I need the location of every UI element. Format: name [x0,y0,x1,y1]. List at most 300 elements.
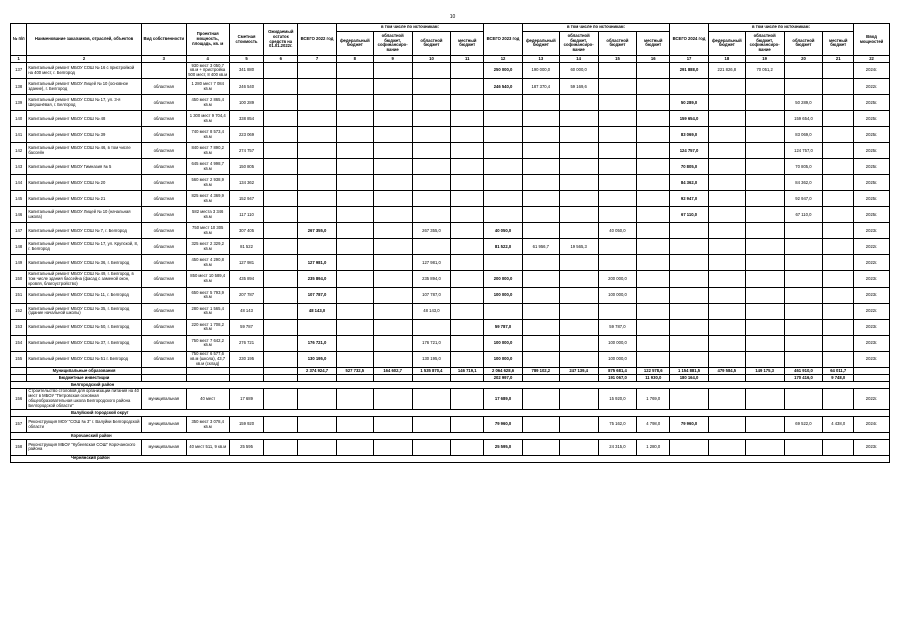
table-cell [373,175,412,191]
table-cell [336,319,373,335]
table-cell: областная [141,223,186,239]
table-cell: 825 мест 4 369,9 кв.м [186,191,229,207]
column-number: 21 [823,56,854,63]
table-cell: 159 654,0 [670,111,709,127]
header-name: Наименование заказчиков, отраслей, объектов [27,24,141,56]
table-cell: 140 [11,111,27,127]
table-cell [745,439,784,455]
table-cell [823,143,854,159]
table-cell: 479 584,5 [708,368,745,375]
table-cell [336,159,373,175]
table-cell: 2023г. [854,335,890,351]
table-cell [708,271,745,287]
table-cell: 176 721,0 [412,335,451,351]
table-cell [451,255,484,271]
table-cell: областная [141,303,186,319]
table-cell [373,287,412,303]
table-cell: 2025г. [854,127,890,143]
table-cell [336,271,373,287]
table-cell [522,335,559,351]
header-cofinance: областной бюджет, софинансиро-вание [559,31,598,55]
table-cell [522,439,559,455]
table-cell: 1 535 870,4 [412,368,451,375]
table-cell [745,388,784,409]
header-sources-2022: в том числе по источникам: [336,24,483,32]
table-cell: 176 721,0 [298,335,337,351]
table-cell: Капитальный ремонт МБОУ Лицей № 10 (начальная школа) [27,207,141,223]
table-cell [141,63,186,79]
header-cofinance: областной бюджет, софинансиро-вание [373,31,412,55]
table-cell [823,439,854,455]
table-cell [823,95,854,111]
table-cell [637,207,670,223]
table-cell [823,351,854,367]
table-cell: 280 мест 1 565,4 кв.м [186,303,229,319]
table-cell: Строительство столовой для организации питания на 40 мест в МБОУ "Петровская основная общеобразовательная школа Белгородского района Белгородской области" [27,388,141,409]
table-cell [784,388,823,409]
header-local: местный бюджет [823,31,854,55]
table-cell [451,79,484,95]
table-cell: 159 654,0 [784,111,823,127]
table-cell [264,95,298,111]
header-cost: Сметная стоимость [229,24,264,56]
table-cell [784,223,823,239]
table-cell [637,335,670,351]
table-cell: 159 920 [229,417,264,433]
table-cell [336,223,373,239]
table-cell: 146 [11,207,27,223]
table-cell [298,319,337,335]
table-cell: областная [141,271,186,287]
table-cell [484,111,523,127]
table-cell [823,127,854,143]
table-cell [186,375,229,382]
table-cell: 650 мест 5 793,9 кв.м [186,287,229,303]
table-cell [484,143,523,159]
table-cell [745,175,784,191]
table-cell [745,223,784,239]
table-cell: 200 000,0 [484,271,523,287]
table-cell: 67 110,0 [670,207,709,223]
table-cell [670,255,709,271]
table-cell [637,79,670,95]
table-cell [598,239,637,255]
table-cell: 152 947 [229,191,264,207]
table-cell [373,335,412,351]
table-cell: 740 мест 8 573,4 кв.м [186,127,229,143]
table-cell [784,79,823,95]
table-cell: 291 888,0 [670,63,709,79]
table-cell [745,271,784,287]
column-number: 2 [27,56,141,63]
table-cell: 145 [11,191,27,207]
table-cell [264,207,298,223]
header-federal: федеральный бюджет [336,31,373,55]
table-cell: 2 064 628,6 [484,368,523,375]
table-cell [708,351,745,367]
table-cell [298,207,337,223]
table-cell [412,79,451,95]
table-cell: 144 [11,175,27,191]
table-cell [784,239,823,255]
table-cell: областная [141,95,186,111]
table-cell: 307 405 [229,223,264,239]
table-cell: 750 мест 6 577,6 кв.м (школа), 43,7 кв.м (склад) [186,351,229,367]
table-cell: 2 374 924,7 [298,368,337,375]
table-row [11,127,890,143]
table-row [11,255,890,271]
table-cell: областная [141,255,186,271]
table-cell: 146 719,1 [451,368,484,375]
table-cell: 59 787 [229,319,264,335]
table-cell: 70 805,0 [670,159,709,175]
table-cell [708,159,745,175]
table-cell [264,351,298,367]
table-cell [670,79,709,95]
table-cell: 127 981 [229,255,264,271]
table-cell: 2025г. [854,175,890,191]
table-cell [784,255,823,271]
table-cell [784,303,823,319]
column-number: 11 [451,56,484,63]
table-cell [637,63,670,79]
table-cell: 1 769,0 [637,388,670,409]
table-cell [336,417,373,433]
header-local: местный бюджет [451,31,484,55]
table-cell [559,287,598,303]
table-cell [412,143,451,159]
table-cell: 48 143,0 [298,303,337,319]
table-row [11,191,890,207]
table-cell [373,63,412,79]
region-header-row [11,382,890,389]
table-cell [823,159,854,175]
column-number: 1 [11,56,27,63]
table-cell [298,175,337,191]
table-cell [264,271,298,287]
table-cell [637,111,670,127]
table-cell [451,439,484,455]
table-cell: 2023г. [854,319,890,335]
table-cell [298,388,337,409]
table-cell: 461 910,0 [784,368,823,375]
header-total-2022: ВСЕГО 2022 год [298,24,337,56]
table-cell: 70 051,2 [745,63,784,79]
table-cell [559,439,598,455]
table-cell [559,255,598,271]
region-name: Чернянский район [11,455,890,462]
table-cell: 180 164,0 [670,375,709,382]
table-cell: 75 162,0 [598,417,637,433]
table-cell: 100 000,0 [598,351,637,367]
table-cell: Капитальный ремонт МБОУ СОШ № 48 [27,111,141,127]
table-cell [823,79,854,95]
table-cell [637,287,670,303]
table-cell: 61 956,7 [522,239,559,255]
table-cell [336,191,373,207]
table-cell: 67 110,0 [784,207,823,223]
table-cell [336,175,373,191]
investment-table [10,23,890,463]
table-cell [373,127,412,143]
table-row [11,79,890,95]
table-cell [336,255,373,271]
table-cell: 107 787,0 [298,287,337,303]
table-cell [336,287,373,303]
header-federal: федеральный бюджет [522,31,559,55]
table-cell: 276 721 [229,335,264,351]
table-cell [264,111,298,127]
table-cell: Капитальный ремонт МБОУ СОШ № 21 [27,191,141,207]
table-cell [298,191,337,207]
table-cell [451,207,484,223]
table-cell: 50 289,0 [670,95,709,111]
column-numbers-row [11,56,890,63]
table-cell: Капитальный ремонт МБОУ СОШ № 49, г. Белгород, в том числе здания бассейна (фасад с заменой окон, кровля, благоустройство) [27,271,141,287]
table-cell: 2023г. [854,351,890,367]
table-cell [708,79,745,95]
table-cell: Капитальный ремонт МБОУ СОШ № 46, в том числе бассейн [27,143,141,159]
table-cell [336,79,373,95]
table-cell [670,388,709,409]
table-cell: 2024г. [854,63,890,79]
column-number: 17 [670,56,709,63]
table-cell [264,159,298,175]
table-cell [637,191,670,207]
table-cell [451,303,484,319]
table-cell: 274 757 [229,143,264,159]
table-cell [229,375,264,382]
summary-row [11,368,890,375]
table-cell [522,191,559,207]
table-cell [670,335,709,351]
table-cell [823,239,854,255]
table-cell [784,335,823,351]
table-row [11,159,890,175]
table-cell [745,95,784,111]
table-cell [823,175,854,191]
region-name: Белгородский район [11,382,890,389]
column-number: 7 [298,56,337,63]
table-cell [336,127,373,143]
table-cell [637,143,670,159]
table-cell [141,368,186,375]
summary-row [11,375,890,382]
table-cell: 25 595 [229,439,264,455]
table-cell: 2025г. [854,111,890,127]
table-cell [745,335,784,351]
table-cell: 100 000,0 [598,287,637,303]
table-cell: 15 920,0 [598,388,637,409]
table-cell [336,439,373,455]
table-cell [522,111,559,127]
table-cell [484,191,523,207]
table-cell: 207 787 [229,287,264,303]
table-cell: 84 362,0 [670,175,709,191]
table-cell [745,143,784,159]
table-cell: 48 143,0 [412,303,451,319]
table-cell: 50 289,0 [784,95,823,111]
column-number: 14 [559,56,598,63]
header-cofinance: областной бюджет, софинансиро-вание [745,31,784,55]
table-cell: 127 981,0 [298,255,337,271]
table-cell [412,319,451,335]
table-cell: Реконструкция МОУ "СОШ № 3" г. Валуйки Белгородской области [27,417,141,433]
table-cell: муниципальная [141,417,186,433]
table-cell [373,388,412,409]
table-cell: 148 [11,239,27,255]
table-cell [373,375,412,382]
table-cell [598,63,637,79]
table-cell [745,351,784,367]
table-cell: 17 689,0 [484,388,523,409]
table-cell [745,375,784,382]
table-cell [670,223,709,239]
column-number: 5 [229,56,264,63]
table-cell [745,319,784,335]
table-cell [298,127,337,143]
table-cell: 2022г. [854,79,890,95]
table-cell: 141 [11,127,27,143]
table-cell: Капитальный ремонт МБОУ СОШ № 37, г. Белгород [27,335,141,351]
table-cell [559,159,598,175]
table-cell [670,271,709,287]
table-cell: 2025г. [854,159,890,175]
table-cell: 100 000,0 [598,335,637,351]
table-cell [598,127,637,143]
table-cell [708,388,745,409]
table-cell: 200 000,0 [598,271,637,287]
table-cell [708,127,745,143]
table-cell: 137 [11,63,27,79]
table-cell: 2022г. [854,388,890,409]
table-cell: 582 места 3 346 кв.м [186,207,229,223]
table-cell [598,175,637,191]
table-cell: областная [141,335,186,351]
table-cell: 2025г. [854,95,890,111]
table-cell: 187 370,4 [522,79,559,95]
table-cell [336,111,373,127]
table-cell: 64 011,7 [823,368,854,375]
table-cell [823,223,854,239]
table-row [11,319,890,335]
table-cell [336,388,373,409]
table-cell: областная [141,207,186,223]
table-cell [264,175,298,191]
table-cell: муниципальная [141,439,186,455]
table-cell: 527 732,5 [336,368,373,375]
table-cell [412,417,451,433]
table-cell [451,111,484,127]
table-cell [412,239,451,255]
table-cell [559,417,598,433]
table-cell [823,255,854,271]
table-cell [637,95,670,111]
table-cell [598,143,637,159]
table-cell: 230 195 [229,351,264,367]
table-cell [412,207,451,223]
table-cell: областная [141,111,186,127]
table-cell [708,439,745,455]
table-cell [264,388,298,409]
table-cell: 100 000,0 [484,287,523,303]
table-cell: 19 565,3 [559,239,598,255]
table-cell: 59 169,6 [559,79,598,95]
table-cell: 341 880 [229,63,264,79]
table-cell: Капитальный ремонт МБОУ СОШ № 36, г. Белгород [27,255,141,271]
table-cell [336,95,373,111]
table-cell [412,127,451,143]
table-cell: 338 854 [229,111,264,127]
table-cell: 149 [11,255,27,271]
table-cell [451,95,484,111]
table-cell: 124 757,0 [670,143,709,159]
table-cell [298,375,337,382]
table-row [11,335,890,351]
table-cell [412,375,451,382]
table-cell [598,303,637,319]
table-cell [559,191,598,207]
table-cell [522,287,559,303]
table-cell: областная [141,351,186,367]
table-cell [522,255,559,271]
table-cell [522,127,559,143]
table-cell: 40 050,0 [598,223,637,239]
table-cell [522,223,559,239]
table-cell: 24 315,0 [598,439,637,455]
table-row [11,63,890,79]
table-cell [637,303,670,319]
table-cell [522,351,559,367]
table-cell: 2022г. [854,239,890,255]
table-cell [373,303,412,319]
table-row [11,95,890,111]
table-cell [708,417,745,433]
table-row [11,287,890,303]
table-cell [708,255,745,271]
table-cell [522,95,559,111]
table-cell: 325 мест 2 329,2 кв.м [186,239,229,255]
table-cell: 149 175,3 [745,368,784,375]
table-cell [522,375,559,382]
table-cell [298,95,337,111]
table-cell: 134 362 [229,175,264,191]
table-cell: 191 067,0 [598,375,637,382]
table-cell: областная [141,287,186,303]
table-cell [298,79,337,95]
table-cell [522,175,559,191]
table-cell [412,63,451,79]
table-cell [559,335,598,351]
column-number: 3 [141,56,186,63]
table-cell: 152 [11,303,27,319]
table-cell: 92 947,0 [670,191,709,207]
table-cell [298,111,337,127]
table-cell: 92 947,0 [784,191,823,207]
table-cell: 127 981,0 [412,255,451,271]
table-cell [708,375,745,382]
table-cell [559,388,598,409]
table-cell [670,303,709,319]
column-number: 15 [598,56,637,63]
table-cell: областная [141,191,186,207]
header-ownership: Вид собственности [141,24,186,56]
header-capacity: Проектная мощность, площадь, кв. м [186,24,229,56]
table-cell [637,351,670,367]
table-cell [670,319,709,335]
table-cell: областная [141,79,186,95]
table-cell [484,303,523,319]
